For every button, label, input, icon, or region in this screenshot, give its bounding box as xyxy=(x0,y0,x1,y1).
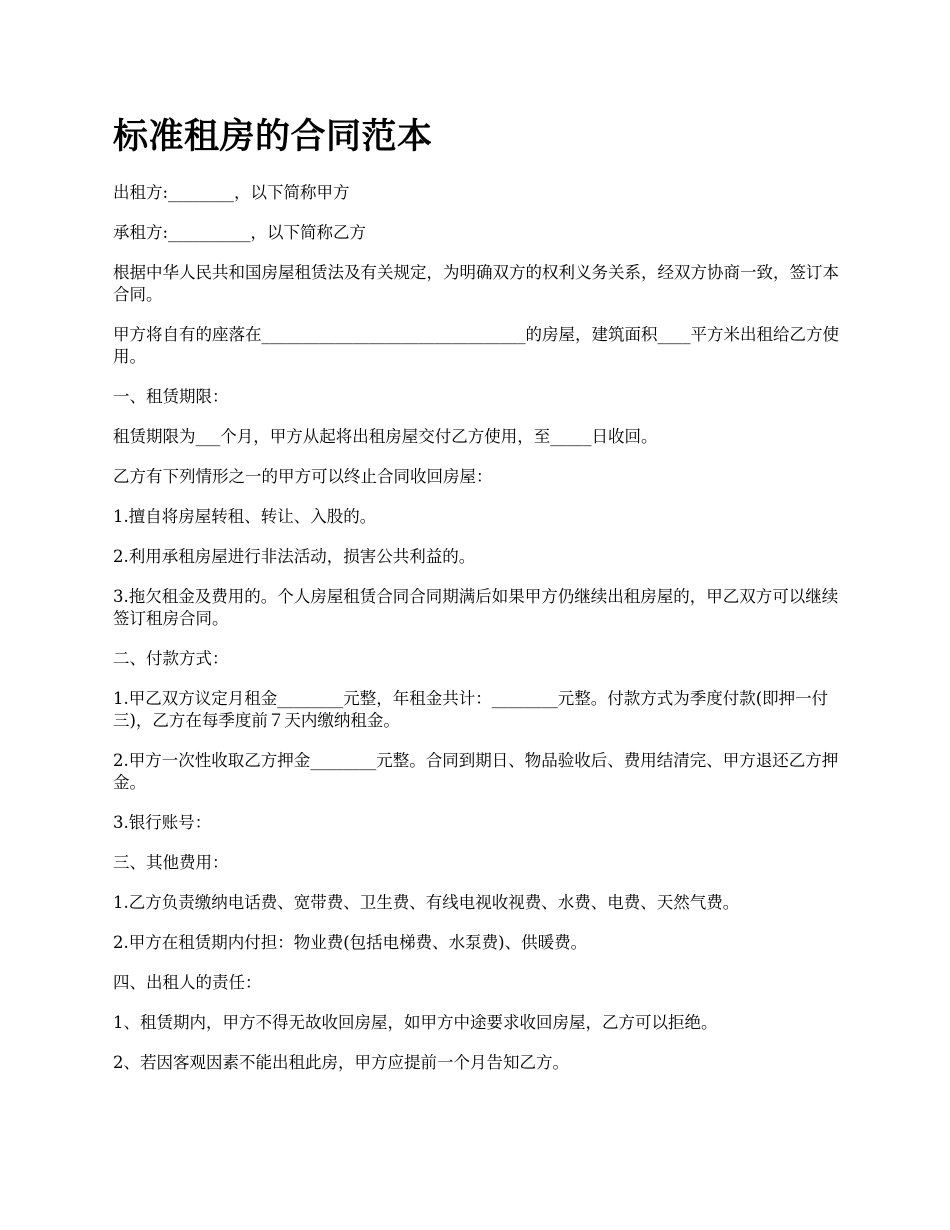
section-heading-payment: 二、付款方式： xyxy=(113,649,229,668)
preamble-paragraph: 根据中华人民共和国房屋租赁法及有关规定，为明确双方的权利义务关系，经双方协商一致，签订本合同。 xyxy=(113,263,839,304)
other-fees-item-2: 2.甲方在租赁期内付担：物业费(包括电梯费、水泵费)、供暖费。 xyxy=(113,933,588,952)
payment-item-3: 3.银行账号： xyxy=(113,813,212,832)
other-fees-item-1: 1.乙方负责缴纳电话费、宽带费、卫生费、有线电视收视费、水费、电费、天然气费。 xyxy=(113,893,740,912)
lessor-duty-item-2: 2、若因客观因素不能出租此房，甲方应提前一个月告知乙方。 xyxy=(113,1053,569,1072)
termination-item-1: 1.擅自将房屋转租、转让、入股的。 xyxy=(113,507,377,526)
payment-item-2: 2.甲方一次性收取乙方押金________元整。合同到期日、物品验收后、费用结清完、甲方退还乙方押金。 xyxy=(113,751,839,792)
termination-item-2: 2.利用承租房屋进行非法活动，损害公共利益的。 xyxy=(113,547,476,566)
lease-term-paragraph: 租赁期限为___个月，甲方从起将出租房屋交付乙方使用，至_____日收回。 xyxy=(113,427,658,446)
property-paragraph: 甲方将自有的座落在________________________________的房屋，建筑面积____平方米出租给乙方使用。 xyxy=(113,325,839,366)
termination-conditions-intro: 乙方有下列情形之一的甲方可以终止合同收回房屋： xyxy=(113,467,493,486)
section-heading-lessor-duties: 四、出租人的责任： xyxy=(113,973,262,992)
section-heading-other-fees: 三、其他费用： xyxy=(113,853,229,872)
lessor-duty-item-1: 1、租赁期内，甲方不得无故收回房屋，如甲方中途要求收回房屋，乙方可以拒绝。 xyxy=(113,1013,718,1032)
termination-item-3: 3.拖欠租金及费用的。个人房屋租赁合同合同期满后如果甲方仍继续出租房屋的，甲乙双方可以继续签订租房合同。 xyxy=(113,587,839,628)
document-page xyxy=(113,112,848,1092)
lessee-line: 承租方:__________，以下简称乙方 xyxy=(113,223,367,242)
payment-item-1: 1.甲乙双方议定月租金________元整，年租金共计：________元整。付款方式为季度付款(即押一付三)，乙方在每季度前７天内缴纳租金。 xyxy=(113,689,829,730)
document-title: 标准租房的合同范本 xyxy=(113,116,433,157)
lessor-line: 出租方:________，以下简称甲方 xyxy=(113,183,350,202)
section-heading-lease-term: 一、租赁期限： xyxy=(113,387,229,406)
